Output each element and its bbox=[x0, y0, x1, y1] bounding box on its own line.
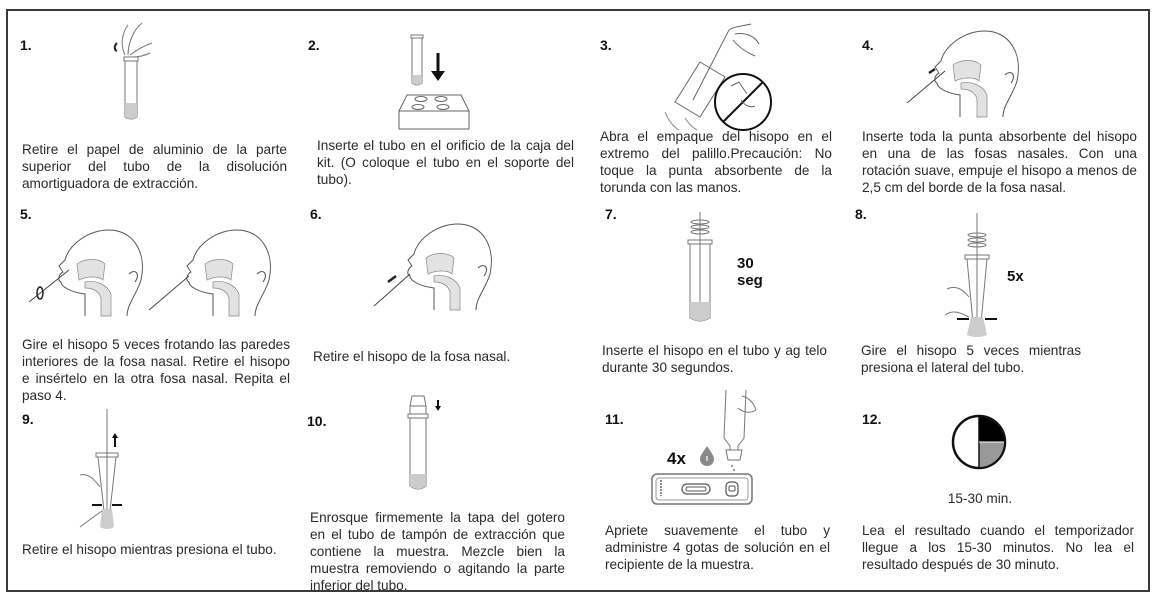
step-number: 7. bbox=[605, 206, 617, 222]
tube-into-kit-box-icon bbox=[395, 33, 475, 133]
step-number: 12. bbox=[862, 411, 882, 427]
step-text: Retire el papel de aluminio de la parte superior del tubo de la disolución amortiguadora de extracción. bbox=[22, 142, 287, 191]
step-text: Retire el hisopo de la fosa nasal. bbox=[313, 349, 511, 364]
drop-count-label: 4x bbox=[667, 449, 686, 468]
step-number: 2. bbox=[308, 37, 320, 53]
swab-withdraw-icon bbox=[78, 407, 128, 532]
step-text: Gire el hisopo 5 veces frotando las paredes interiores de la fosa nasal. Retire el hisopo e insértelo en la otra fosa nasal. Repita el paso 4. bbox=[22, 337, 290, 403]
step-number: 6. bbox=[310, 206, 322, 222]
step-number: 10. bbox=[307, 413, 327, 429]
step-text: Inserte el hisopo en el tubo y ag telo durante 30 segundos. bbox=[602, 343, 827, 375]
nasal-rotate-icon bbox=[25, 218, 275, 318]
duration-label: 30 seg bbox=[737, 255, 763, 289]
step-number: 5. bbox=[20, 206, 32, 222]
step-text: Enrosque firmemente la tapa del gotero en el tubo de tampón de extracción que contiene la muestra. Mezcle bien la muestra removiendo o agitando la parte inferior del tubo. bbox=[310, 510, 565, 593]
repeat-label: 5x bbox=[1007, 268, 1024, 285]
step-text: Retire el hisopo mientras presiona el tubo. bbox=[22, 542, 277, 557]
step-text: Lea el resultado cuando el temporizador llegue a los 15-30 minutos. No lea el resultado después de 30 minuto. bbox=[862, 523, 1134, 572]
dropper-cap-icon bbox=[402, 392, 442, 497]
step-text: Apriete suavemente el tubo y administre 4 gotas de solución en el recipiente de la muestra. bbox=[605, 523, 830, 572]
nasal-insert-icon bbox=[905, 25, 1025, 120]
swab-package-open-icon bbox=[655, 22, 785, 132]
step-number: 11. bbox=[605, 411, 624, 427]
step-number: 3. bbox=[600, 37, 612, 53]
timer-icon bbox=[951, 414, 1007, 470]
step-number: 1. bbox=[20, 37, 32, 53]
swab-rotate-squeeze-icon bbox=[945, 205, 1005, 340]
step-text: Abra el empaque del hisopo en el extremo del palillo.Precaución: No toque la punta absorbente de la torunda con las manos. bbox=[600, 129, 832, 195]
step-text: Inserte el tubo en el orificio de la caja del kit. (O coloque el tubo en el soporte del tubo). bbox=[317, 138, 574, 187]
step-number: 9. bbox=[22, 411, 34, 427]
timer-label: 15-30 min. bbox=[947, 491, 1013, 506]
nasal-remove-icon bbox=[372, 212, 522, 312]
swab-in-tube-icon bbox=[680, 210, 720, 325]
drop-icon bbox=[699, 446, 715, 466]
step-text: Inserte toda la punta absorbente del hisopo en una de las fosas nasales. Con una rotación suave, empuje el hisopo a menos de 2,5 cm del borde de la fosa nasal. bbox=[862, 129, 1137, 195]
step-number: 4. bbox=[862, 37, 874, 53]
tube-foil-removal-icon bbox=[110, 15, 170, 125]
step-text: Gire el hisopo 5 veces mientras presiona el lateral del tubo. bbox=[861, 343, 1081, 375]
step-number: 8. bbox=[855, 206, 867, 222]
